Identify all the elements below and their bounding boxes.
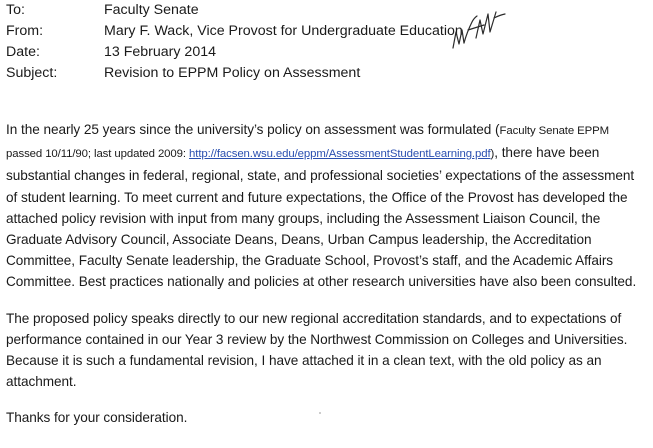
eppm-reference-close: ): [490, 148, 495, 161]
paragraph-1-rest: , there have been substantial changes in federal, regional, state, and professional societies’ expectations of the assessment of student learning. To meet current and future expectations, the Office of the Provost has developed the attached policy revision with input from many groups, including the Assessment Liaison Council, the Graduate Advisory Council, Associate Deans, Deans, Urban Campus leadership, the Accreditation Committee, Faculty Senate leadership, the Graduate School, Provost’s staff, and the Academic Affairs Committee. Best practices nationally and policies at other research universities have also been consulted.: [6, 145, 637, 290]
date-label: Date:: [6, 44, 40, 60]
memo-header: [6, 0, 646, 84]
to-value: Faculty Senate: [104, 2, 199, 18]
eppm-reference-text: Faculty Senate EPPM passed 10/11/90; last updated 2009:: [6, 125, 610, 161]
from-value: Mary F. Wack, Vice Provost for Undergraduate Education: [104, 23, 463, 39]
date-value: 13 February 2014: [104, 44, 216, 60]
paragraph-2: The proposed policy speaks directly to our new regional accreditation standards, and to expectations of performance contained in our Year 3 review by the Northwest Commission on Colleges and Universities. Because it is such a fundamental revision, I have attached it in a clean text, with the old policy as an attachment.: [6, 310, 628, 390]
eppm-policy-link[interactable]: http://facsen.wsu.edu/eppm/AssessmentStudentLearning.pdf: [189, 148, 491, 161]
to-label: To:: [6, 2, 25, 18]
from-label: From:: [6, 23, 44, 39]
subject-value: Revision to EPPM Policy on Assessment: [104, 65, 361, 81]
to-row: [6, 0, 646, 21]
memo-body: [6, 119, 648, 444]
handwritten-initials-signature: [450, 10, 508, 50]
paragraph-1-opening: In the nearly 25 years since the university’s policy on assessment was formulated (: [6, 122, 500, 137]
scan-speck: [319, 412, 321, 414]
paragraph-1: [6, 119, 648, 293]
closing-line: Thanks for your consideration.: [6, 410, 188, 426]
subject-label: Subject:: [6, 65, 58, 81]
date-row: [6, 42, 646, 63]
subject-row: [6, 63, 646, 84]
from-row: [6, 21, 646, 42]
